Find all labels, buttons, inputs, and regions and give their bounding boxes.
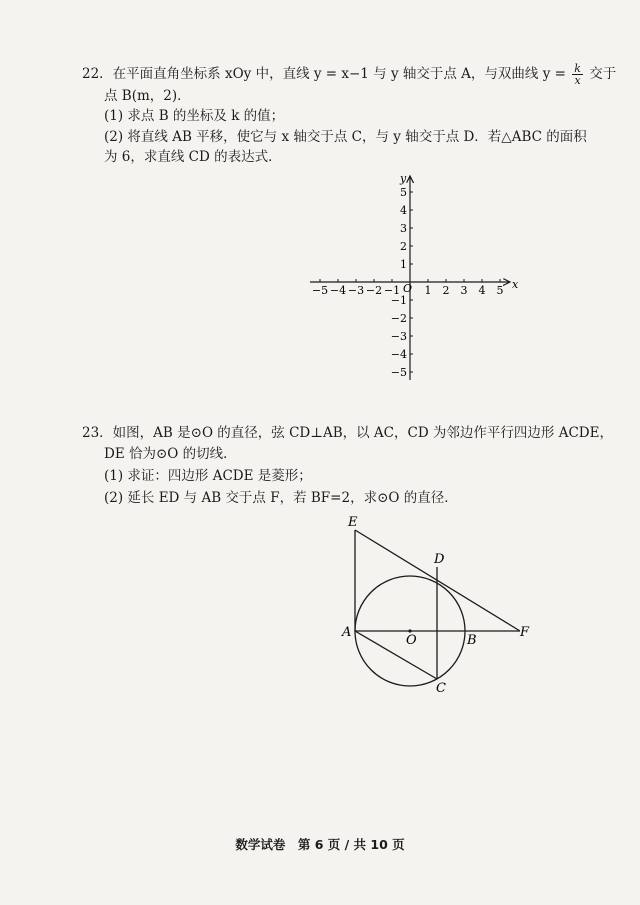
y-tick-label: −2 [390,312,407,325]
x-tick-label: −3 [347,284,365,297]
q22-line2: 点 B(m，2)． [104,88,191,104]
q22-part2-line1: (2) 将直线 AB 平移，使它与 x 轴交于点 C，与 y 轴交于点 D．若△ABC 的面积 [104,129,587,145]
q22-line1 [82,63,616,86]
q22-line1-text: 22．在平面直角坐标系 xOy 中，直线 y = x−1 与 y 轴交于点 A，与双曲线 y = [82,66,566,82]
q23-line2: DE 恰为⊙O 的切线． [104,446,237,462]
point-label-b: B [467,633,477,648]
y-tick-label: 1 [400,258,407,271]
x-tick-label: 4 [478,284,486,297]
coordinate-plane [300,170,530,385]
x-tick-label: 1 [424,284,432,297]
y-tick-label: −5 [390,366,407,379]
segment-ac [355,631,437,679]
y-tick-label: −4 [390,348,407,361]
q23-part2: (2) 延长 ED 与 AB 交于点 F，若 BF=2，求⊙O 的直径． [104,490,458,506]
x-tick-label: 2 [442,284,450,297]
q22-line1-end: 交于 [589,66,617,82]
x-axis-label: x [512,278,519,291]
geometry-figure [330,510,540,695]
point-label-f: F [520,625,530,640]
q23-part1: (1) 求证：四边形 ACDE 是菱形； [104,468,312,484]
origin-label: O [403,282,413,295]
y-tick-label: 5 [400,186,407,199]
y-tick-label: 2 [400,240,407,253]
point-label-e: E [348,515,358,530]
q22-part2-line2: 为 6，求直线 CD 的表达式． [104,149,282,165]
q22-part1: (1) 求点 B 的坐标及 k 的值； [104,108,285,124]
y-tick-label: 3 [400,222,407,235]
y-tick-label: 4 [400,204,407,217]
point-label-c: C [436,681,446,695]
x-tick-label: 5 [496,284,504,297]
q22-fraction [572,63,583,86]
y-tick-label: −3 [390,330,407,343]
x-tick-label: −2 [365,284,383,297]
page-footer: 数学试卷 第 6 页 / 共 10 页 [235,837,405,852]
x-tick-label: −1 [383,284,401,297]
q23-line1: 23．如图，AB 是⊙O 的直径，弦 CD⊥AB，以 AC，CD 为邻边作平行四边形 ACDE， [82,425,613,441]
fraction-denominator: x [574,74,581,87]
y-tick-label: −1 [390,294,407,307]
point-label-d: D [434,552,445,567]
x-tick-label: −5 [311,284,329,297]
point-label-o: O [406,633,417,648]
x-tick-label: −4 [329,284,347,297]
y-axis-label: y [400,172,407,185]
x-tick-label: 3 [460,284,468,297]
point-label-a: A [342,625,352,640]
fraction-numerator: k [574,62,581,75]
